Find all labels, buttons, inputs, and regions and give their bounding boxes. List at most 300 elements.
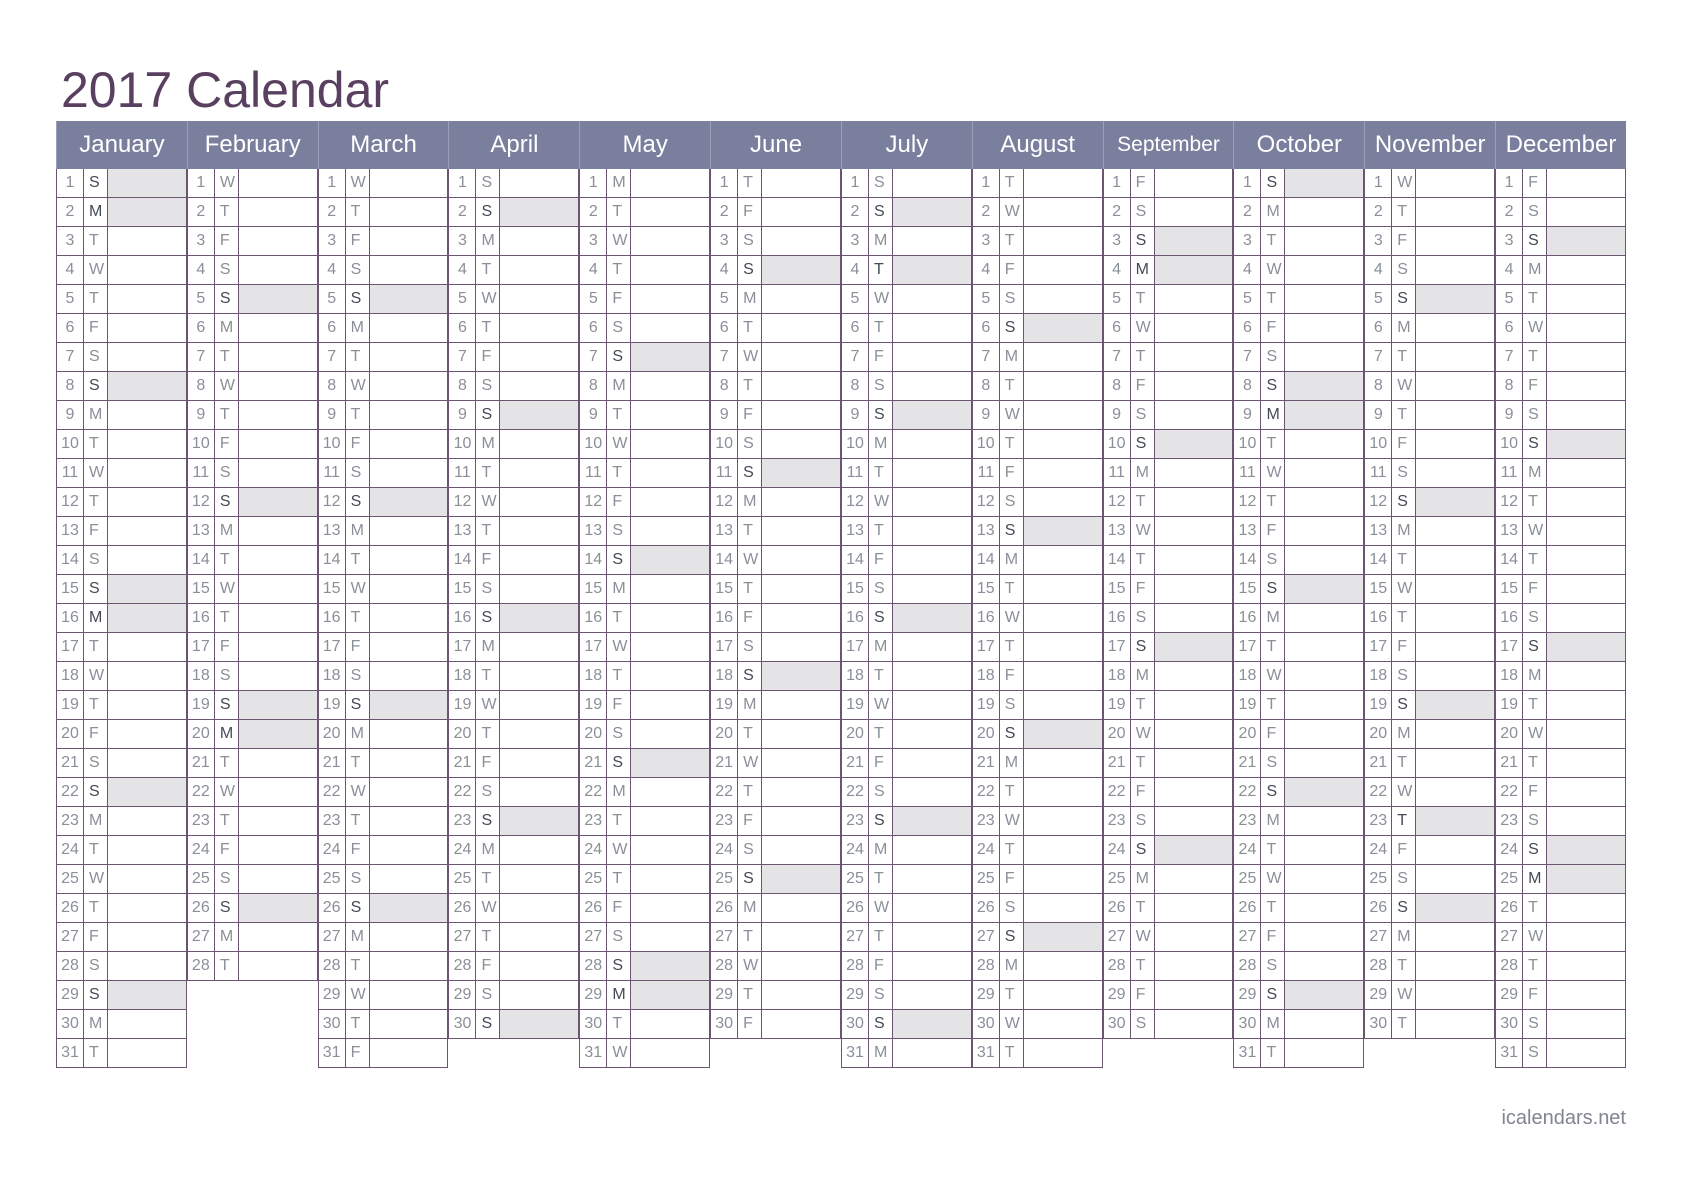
day-number: 21	[580, 749, 607, 777]
month-days	[579, 169, 710, 1068]
day-number: 27	[319, 923, 346, 951]
day-note-cell	[1416, 807, 1494, 835]
day-note-cell	[239, 401, 317, 429]
day-row	[1364, 430, 1495, 459]
day-note-cell	[1285, 952, 1363, 980]
day-note-cell	[762, 604, 840, 632]
day-number: 22	[842, 778, 869, 806]
day-row	[1495, 343, 1626, 372]
day-note-cell	[1416, 169, 1494, 197]
day-number: 31	[319, 1039, 346, 1067]
day-number: 22	[973, 778, 1000, 806]
day-number: 27	[580, 923, 607, 951]
day-number: 15	[711, 575, 738, 603]
day-note-cell	[631, 227, 709, 255]
day-row	[56, 807, 187, 836]
day-note-cell	[108, 952, 186, 980]
day-number: 8	[580, 372, 607, 400]
weekday-letter: M	[607, 169, 631, 197]
day-row	[1364, 459, 1495, 488]
day-number: 29	[319, 981, 346, 1009]
day-number: 13	[973, 517, 1000, 545]
day-row	[841, 778, 972, 807]
day-note-cell	[1547, 952, 1625, 980]
day-number: 26	[711, 894, 738, 922]
day-row	[187, 430, 318, 459]
weekday-letter: T	[215, 749, 239, 777]
day-note-cell	[370, 488, 448, 516]
day-number: 15	[1365, 575, 1392, 603]
weekday-letter: T	[1000, 778, 1024, 806]
day-row	[318, 517, 449, 546]
day-note-cell	[500, 720, 578, 748]
month-column-february	[187, 121, 318, 1068]
day-note-cell	[1155, 691, 1233, 719]
day-row	[1103, 720, 1234, 749]
weekday-letter: M	[607, 981, 631, 1009]
day-number: 15	[1104, 575, 1131, 603]
day-note-cell	[1547, 198, 1625, 226]
day-row	[1364, 169, 1495, 198]
weekday-letter: W	[1523, 517, 1547, 545]
day-note-cell	[1024, 401, 1102, 429]
day-row	[1103, 836, 1234, 865]
weekday-letter: W	[738, 546, 762, 574]
day-number: 16	[1496, 604, 1523, 632]
day-number: 22	[1365, 778, 1392, 806]
weekday-letter: T	[1523, 285, 1547, 313]
day-number: 15	[842, 575, 869, 603]
weekday-letter: F	[869, 546, 893, 574]
day-row	[972, 546, 1103, 575]
day-row	[187, 865, 318, 894]
day-note-cell	[1155, 836, 1233, 864]
day-row	[1495, 314, 1626, 343]
weekday-letter: W	[346, 981, 370, 1009]
weekday-letter: T	[215, 952, 239, 980]
day-row	[56, 198, 187, 227]
day-number: 29	[1234, 981, 1261, 1009]
day-row	[318, 923, 449, 952]
month-header: May	[579, 121, 710, 169]
day-note-cell	[1024, 517, 1102, 545]
day-row	[1103, 401, 1234, 430]
day-row	[56, 1039, 187, 1068]
day-note-cell	[1547, 981, 1625, 1009]
day-row	[710, 459, 841, 488]
day-note-cell	[1285, 488, 1363, 516]
weekday-letter: M	[1523, 662, 1547, 690]
day-row	[448, 488, 579, 517]
day-number: 26	[1234, 894, 1261, 922]
site-credit[interactable]: icalendars.net	[1501, 1107, 1626, 1129]
day-note-cell	[1416, 952, 1494, 980]
day-row	[972, 343, 1103, 372]
weekday-letter: W	[215, 778, 239, 806]
day-note-cell	[239, 198, 317, 226]
day-number: 14	[1104, 546, 1131, 574]
day-number: 22	[57, 778, 84, 806]
day-note-cell	[631, 836, 709, 864]
day-row	[710, 314, 841, 343]
weekday-letter: F	[1392, 633, 1416, 661]
weekday-letter: S	[869, 778, 893, 806]
weekday-letter: F	[738, 604, 762, 632]
day-note-cell	[631, 285, 709, 313]
day-note-cell	[500, 488, 578, 516]
day-number: 5	[319, 285, 346, 313]
day-note-cell	[1155, 517, 1233, 545]
day-number: 20	[57, 720, 84, 748]
day-row	[56, 517, 187, 546]
day-number: 23	[319, 807, 346, 835]
day-number: 9	[973, 401, 1000, 429]
day-row	[841, 372, 972, 401]
day-number: 6	[842, 314, 869, 342]
day-row	[1495, 575, 1626, 604]
weekday-letter: F	[738, 1010, 762, 1038]
day-note-cell	[1416, 662, 1494, 690]
day-row	[448, 314, 579, 343]
day-number: 12	[973, 488, 1000, 516]
day-note-cell	[1024, 691, 1102, 719]
day-note-cell	[239, 285, 317, 313]
day-note-cell	[1024, 343, 1102, 371]
day-number: 18	[1104, 662, 1131, 690]
day-row	[972, 575, 1103, 604]
day-row	[448, 198, 579, 227]
weekday-letter: S	[1000, 488, 1024, 516]
day-number: 11	[580, 459, 607, 487]
day-row	[1103, 807, 1234, 836]
day-row	[972, 807, 1103, 836]
day-note-cell	[370, 314, 448, 342]
day-number: 14	[973, 546, 1000, 574]
day-row	[710, 894, 841, 923]
day-number: 14	[319, 546, 346, 574]
day-note-cell	[108, 227, 186, 255]
weekday-letter: S	[1261, 546, 1285, 574]
day-note-cell	[893, 1010, 971, 1038]
day-row	[710, 1010, 841, 1039]
day-note-cell	[1547, 749, 1625, 777]
day-row	[710, 198, 841, 227]
day-row	[448, 865, 579, 894]
weekday-letter: M	[1261, 401, 1285, 429]
weekday-letter: M	[1261, 807, 1285, 835]
weekday-letter: M	[346, 517, 370, 545]
day-number: 24	[188, 836, 215, 864]
weekday-letter: M	[738, 894, 762, 922]
day-number: 3	[449, 227, 476, 255]
weekday-letter: M	[1000, 343, 1024, 371]
day-number: 25	[580, 865, 607, 893]
weekday-letter: S	[346, 488, 370, 516]
weekday-letter: W	[869, 894, 893, 922]
day-number: 10	[449, 430, 476, 458]
day-row	[1495, 372, 1626, 401]
weekday-letter: S	[1261, 372, 1285, 400]
day-number: 30	[57, 1010, 84, 1038]
day-number: 19	[973, 691, 1000, 719]
weekday-letter: T	[215, 401, 239, 429]
day-note-cell	[108, 633, 186, 661]
weekday-letter: M	[215, 517, 239, 545]
day-note-cell	[893, 720, 971, 748]
weekday-letter: M	[476, 227, 500, 255]
day-row	[579, 517, 710, 546]
weekday-letter: F	[346, 836, 370, 864]
weekday-letter: S	[476, 575, 500, 603]
weekday-letter: S	[84, 343, 108, 371]
weekday-letter: S	[607, 952, 631, 980]
day-note-cell	[108, 1039, 186, 1067]
weekday-letter: M	[1261, 198, 1285, 226]
day-number: 28	[580, 952, 607, 980]
weekday-letter: F	[1000, 459, 1024, 487]
day-row	[56, 604, 187, 633]
day-number: 10	[1365, 430, 1392, 458]
weekday-letter: T	[1000, 169, 1024, 197]
month-column-december	[1495, 121, 1626, 1068]
day-note-cell	[1416, 546, 1494, 574]
day-note-cell	[1285, 807, 1363, 835]
day-number: 16	[1234, 604, 1261, 632]
day-row	[1103, 633, 1234, 662]
day-note-cell	[762, 633, 840, 661]
weekday-letter: S	[738, 633, 762, 661]
weekday-letter: W	[1131, 720, 1155, 748]
day-number: 6	[188, 314, 215, 342]
weekday-letter: W	[1261, 865, 1285, 893]
day-row	[187, 488, 318, 517]
day-note-cell	[1547, 546, 1625, 574]
day-note-cell	[1155, 952, 1233, 980]
day-number: 9	[449, 401, 476, 429]
day-row	[1495, 894, 1626, 923]
day-number: 16	[973, 604, 1000, 632]
day-row	[187, 952, 318, 981]
day-note-cell	[762, 894, 840, 922]
day-note-cell	[108, 169, 186, 197]
day-note-cell	[1416, 1010, 1494, 1038]
day-row	[841, 981, 972, 1010]
weekday-letter: W	[738, 343, 762, 371]
day-row	[448, 923, 579, 952]
day-row	[1103, 749, 1234, 778]
day-row	[1103, 372, 1234, 401]
weekday-letter: F	[869, 343, 893, 371]
weekday-letter: S	[1131, 633, 1155, 661]
day-number: 2	[973, 198, 1000, 226]
weekday-letter: W	[1131, 517, 1155, 545]
day-number: 20	[1496, 720, 1523, 748]
day-number: 28	[319, 952, 346, 980]
day-note-cell	[1155, 981, 1233, 1009]
day-number: 6	[1234, 314, 1261, 342]
day-number: 27	[1496, 923, 1523, 951]
day-row	[972, 836, 1103, 865]
day-note-cell	[239, 227, 317, 255]
day-row	[56, 546, 187, 575]
weekday-letter: T	[738, 923, 762, 951]
day-row	[841, 923, 972, 952]
day-number: 17	[973, 633, 1000, 661]
day-note-cell	[1024, 459, 1102, 487]
day-number: 6	[1496, 314, 1523, 342]
weekday-letter: F	[346, 1039, 370, 1067]
day-row	[448, 401, 579, 430]
weekday-letter: W	[476, 894, 500, 922]
day-note-cell	[631, 662, 709, 690]
day-note-cell	[1024, 633, 1102, 661]
day-note-cell	[370, 633, 448, 661]
day-note-cell	[108, 372, 186, 400]
weekday-letter: M	[346, 720, 370, 748]
day-number: 21	[188, 749, 215, 777]
weekday-letter: T	[346, 546, 370, 574]
day-note-cell	[1024, 836, 1102, 864]
day-row	[318, 807, 449, 836]
day-row	[1495, 923, 1626, 952]
weekday-letter: T	[84, 633, 108, 661]
weekday-letter: F	[476, 546, 500, 574]
day-number: 28	[711, 952, 738, 980]
weekday-letter: S	[84, 575, 108, 603]
day-row	[972, 633, 1103, 662]
day-number: 3	[1234, 227, 1261, 255]
day-row	[1103, 1010, 1234, 1039]
day-note-cell	[631, 256, 709, 284]
day-row	[972, 1010, 1103, 1039]
day-number: 24	[1496, 836, 1523, 864]
day-row	[1495, 488, 1626, 517]
day-number: 18	[1234, 662, 1261, 690]
day-number: 15	[580, 575, 607, 603]
day-row	[841, 169, 972, 198]
weekday-letter: S	[1131, 807, 1155, 835]
day-note-cell	[108, 459, 186, 487]
day-note-cell	[631, 546, 709, 574]
day-row	[841, 256, 972, 285]
day-row	[448, 546, 579, 575]
day-row	[579, 749, 710, 778]
day-number: 20	[580, 720, 607, 748]
weekday-letter: S	[1131, 1010, 1155, 1038]
day-number: 8	[319, 372, 346, 400]
day-number: 8	[842, 372, 869, 400]
weekday-letter: F	[215, 227, 239, 255]
day-note-cell	[893, 691, 971, 719]
day-row	[187, 778, 318, 807]
weekday-letter: S	[1392, 894, 1416, 922]
day-number: 25	[711, 865, 738, 893]
weekday-letter: T	[476, 314, 500, 342]
day-row	[56, 227, 187, 256]
weekday-letter: T	[1261, 894, 1285, 922]
day-note-cell	[1285, 227, 1363, 255]
weekday-letter: F	[84, 923, 108, 951]
day-row	[841, 865, 972, 894]
day-row	[1103, 169, 1234, 198]
weekday-letter: T	[84, 227, 108, 255]
day-number: 2	[1365, 198, 1392, 226]
day-number: 7	[580, 343, 607, 371]
weekday-letter: S	[476, 807, 500, 835]
day-number: 5	[580, 285, 607, 313]
day-number: 18	[711, 662, 738, 690]
day-row	[841, 488, 972, 517]
weekday-letter: S	[1523, 198, 1547, 226]
weekday-letter: W	[607, 633, 631, 661]
day-note-cell	[500, 517, 578, 545]
day-number: 24	[711, 836, 738, 864]
weekday-letter: S	[476, 604, 500, 632]
day-number: 18	[188, 662, 215, 690]
weekday-letter: S	[1392, 865, 1416, 893]
weekday-letter: S	[84, 749, 108, 777]
day-note-cell	[108, 430, 186, 458]
day-row	[1233, 169, 1364, 198]
day-note-cell	[631, 343, 709, 371]
day-row	[1495, 546, 1626, 575]
day-note-cell	[762, 169, 840, 197]
weekday-letter: S	[607, 749, 631, 777]
month-days	[448, 169, 579, 1039]
day-row	[1495, 981, 1626, 1010]
day-row	[1364, 198, 1495, 227]
day-number: 20	[1104, 720, 1131, 748]
day-number: 7	[973, 343, 1000, 371]
weekday-letter: S	[607, 546, 631, 574]
weekday-letter: W	[346, 169, 370, 197]
day-number: 20	[1234, 720, 1261, 748]
day-row	[1364, 981, 1495, 1010]
day-number: 20	[973, 720, 1000, 748]
day-row	[1233, 285, 1364, 314]
day-row	[56, 285, 187, 314]
day-number: 19	[57, 691, 84, 719]
day-row	[56, 459, 187, 488]
day-number: 26	[973, 894, 1000, 922]
day-number: 18	[1496, 662, 1523, 690]
day-row	[1103, 459, 1234, 488]
weekday-letter: T	[1392, 952, 1416, 980]
weekday-letter: M	[84, 604, 108, 632]
day-row	[318, 314, 449, 343]
day-row	[710, 604, 841, 633]
day-number: 3	[711, 227, 738, 255]
weekday-letter: T	[607, 198, 631, 226]
day-note-cell	[1024, 1039, 1102, 1067]
day-number: 26	[188, 894, 215, 922]
weekday-letter: W	[84, 256, 108, 284]
day-number: 18	[973, 662, 1000, 690]
weekday-letter: S	[607, 720, 631, 748]
day-note-cell	[1416, 198, 1494, 226]
day-note-cell	[1155, 285, 1233, 313]
day-row	[1233, 807, 1364, 836]
weekday-letter: W	[1000, 1010, 1024, 1038]
day-note-cell	[1547, 923, 1625, 951]
weekday-letter: S	[476, 981, 500, 1009]
day-note-cell	[370, 865, 448, 893]
day-row	[1364, 343, 1495, 372]
day-row	[841, 633, 972, 662]
weekday-letter: T	[607, 604, 631, 632]
day-number: 23	[1104, 807, 1131, 835]
day-row	[1495, 459, 1626, 488]
